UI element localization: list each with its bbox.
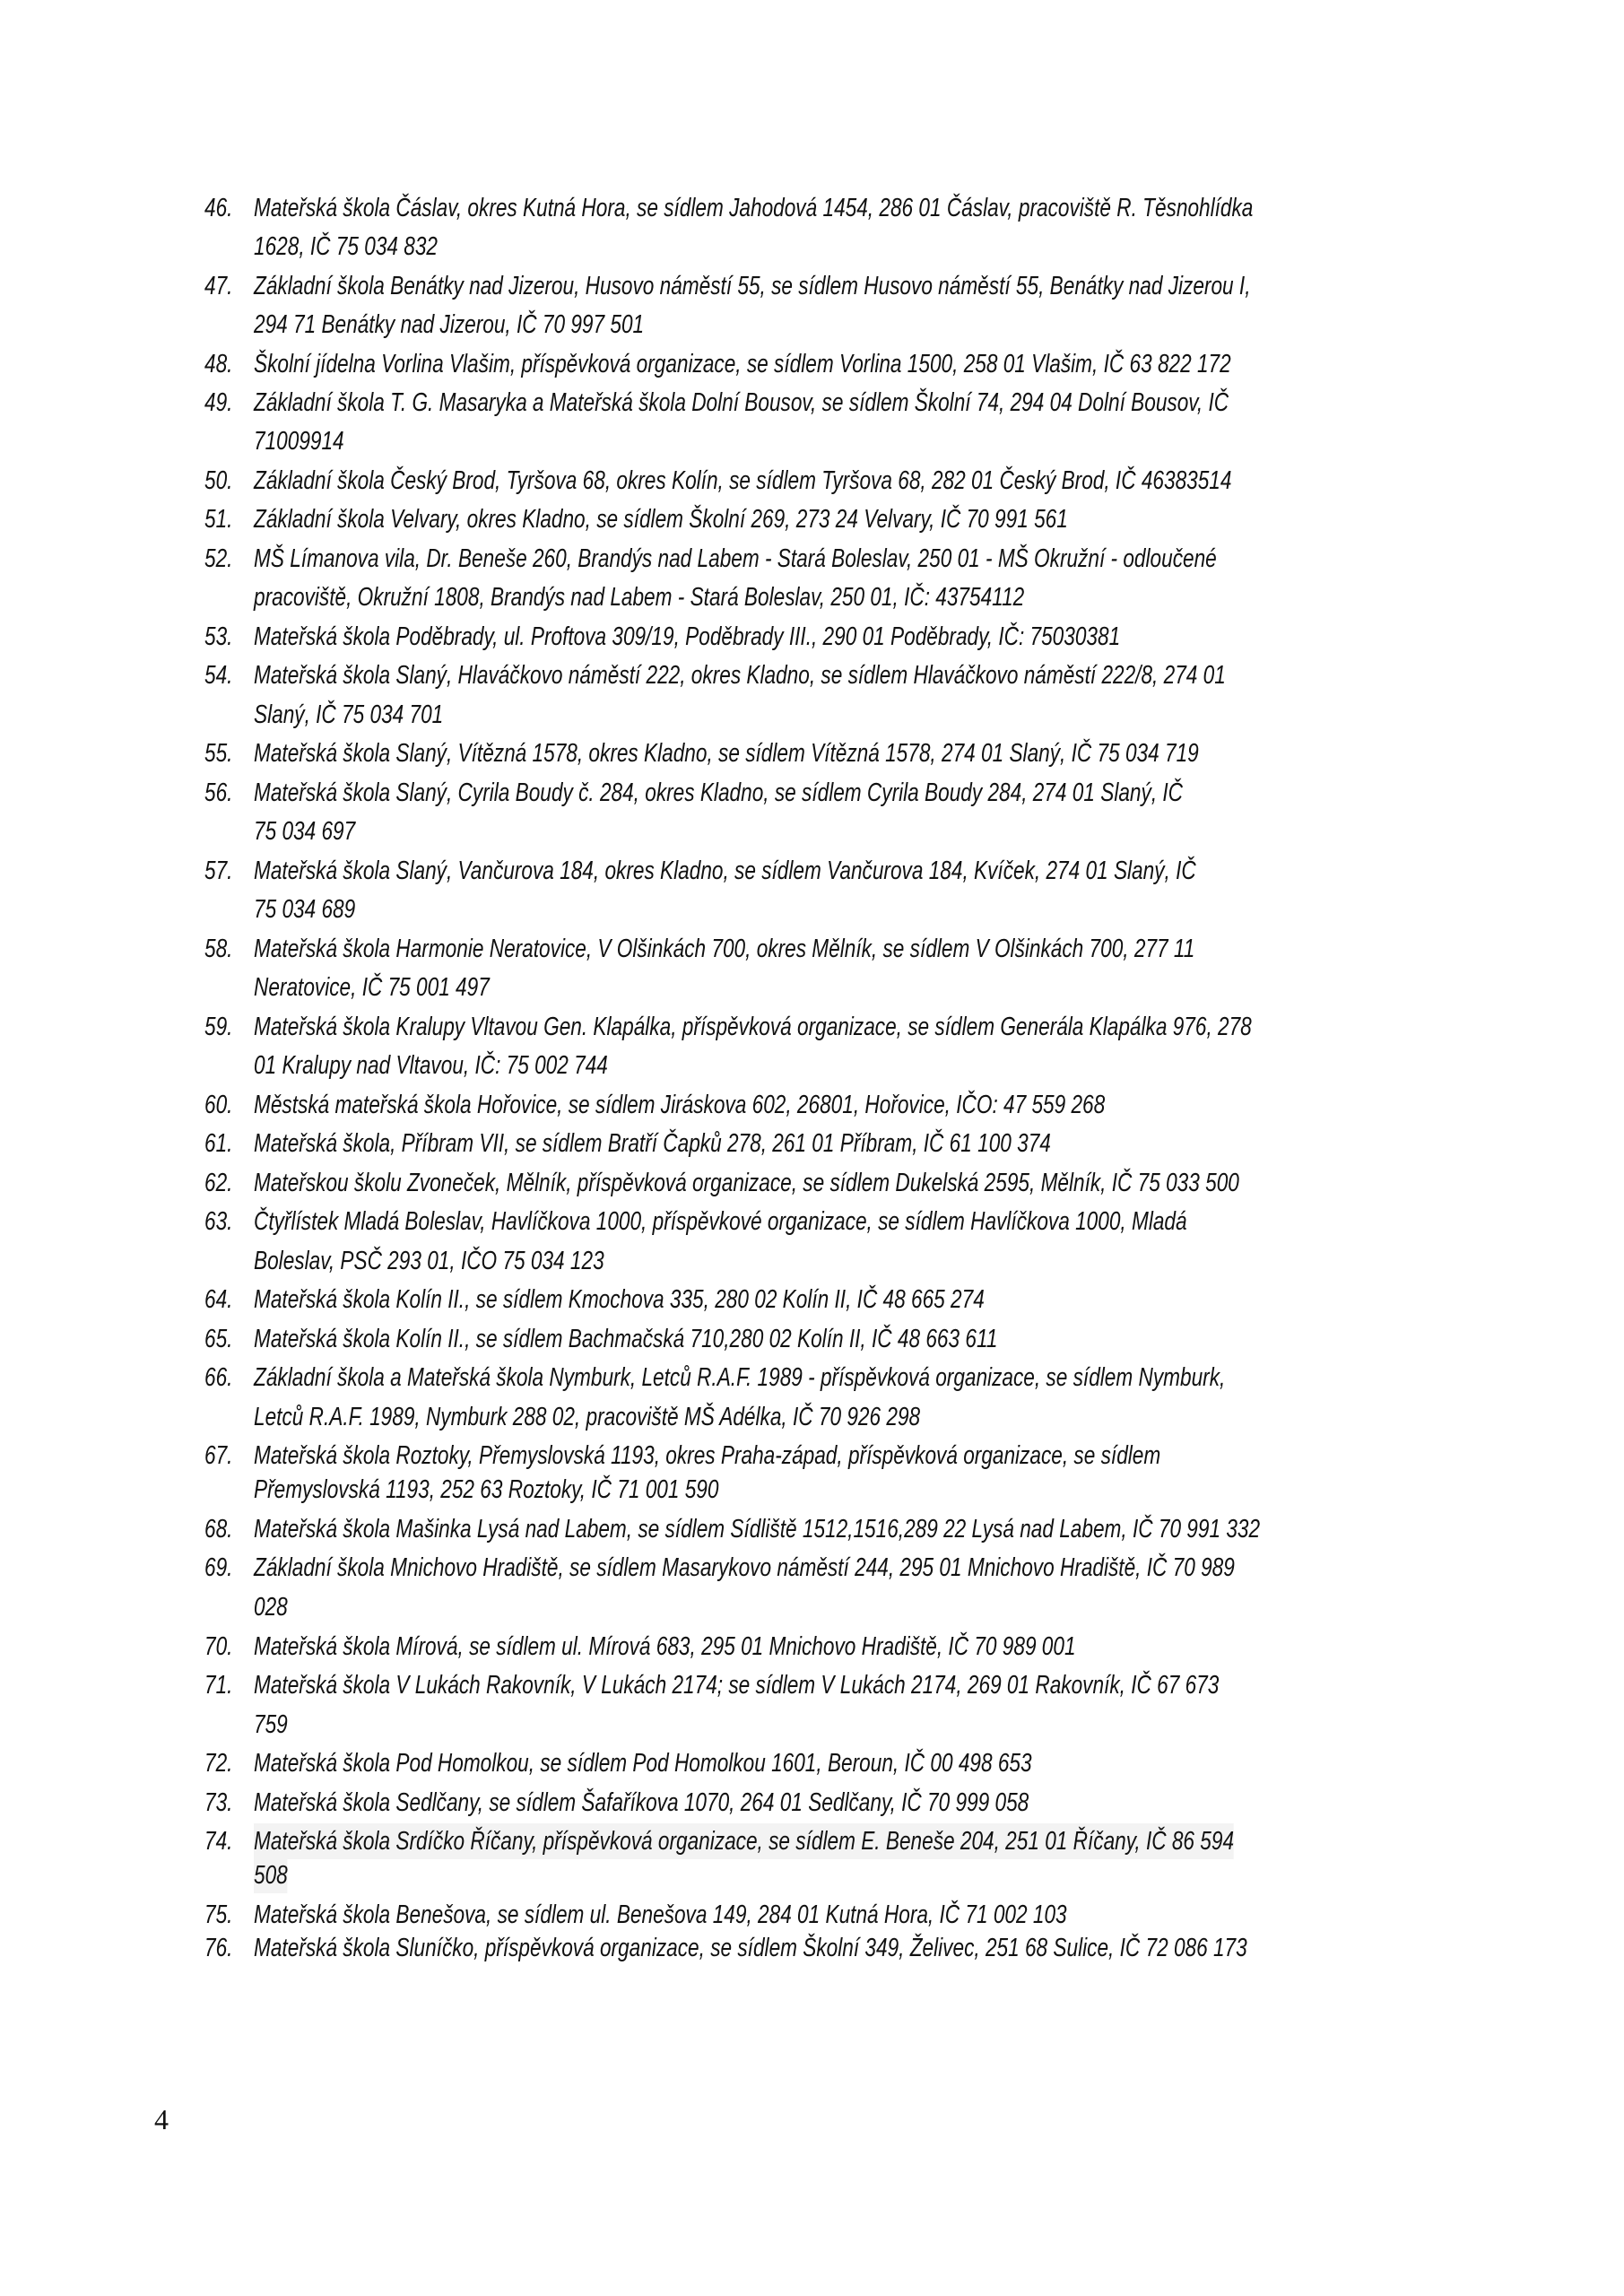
list-item-number: 54. <box>204 661 233 690</box>
list-item-text: 75 034 689 <box>254 895 356 924</box>
list-item-text: Přemyslovská 1193, 252 63 Roztoky, IČ 71 001 590 <box>254 1475 719 1504</box>
list-item-number: 71. <box>204 1671 233 1700</box>
list-item-text: Mateřská škola Sluníčko, příspěvková organizace, se sídlem Školní 349, Želivec, 251 68 Sulice, IČ 72 086 173 <box>254 1934 1247 1962</box>
list-item-number: 47. <box>204 272 233 300</box>
list-item-number: 67. <box>204 1441 233 1470</box>
list-item-number: 62. <box>204 1169 233 1197</box>
list-item-text: Mateřská škola Slaný, Hlaváčkovo náměstí 222, okres Kladno, se sídlem Hlaváčkovo náměstí 222/8, 274 01 <box>254 661 1226 690</box>
list-item-text: Mateřská škola Kolín II., se sídlem Kmochova 335, 280 02 Kolín II, IČ 48 665 274 <box>254 1285 985 1314</box>
list-item-number: 58. <box>204 935 233 963</box>
list-item-text: Neratovice, IČ 75 001 497 <box>254 973 490 1002</box>
list-item-text: Základní škola a Mateřská škola Nymburk, Letců R.A.F. 1989 - příspěvková organizace, se sídlem Nymburk, <box>254 1363 1226 1392</box>
list-item-number: 55. <box>204 739 233 768</box>
list-item-text: Čtyřlístek Mladá Boleslav, Havlíčkova 1000, příspěvkové organizace, se sídlem Havlíčkova 1000, Mladá <box>254 1207 1187 1236</box>
list-item-text: Základní škola Benátky nad Jizerou, Husovo náměstí 55, se sídlem Husovo náměstí 55, Benátky nad Jizerou I, <box>254 272 1251 300</box>
list-item-text: Základní škola Mnichovo Hradiště, se sídlem Masarykovo náměstí 244, 295 01 Mnichovo Hradiště, IČ 70 989 <box>254 1553 1235 1582</box>
list-item-text: 75 034 697 <box>254 817 356 846</box>
list-item-number: 49. <box>204 388 233 417</box>
list-item-number: 68. <box>204 1515 233 1544</box>
list-item-text: 759 <box>254 1710 288 1739</box>
list-item-number: 50. <box>204 466 233 495</box>
list-item-text: Mateřská škola Srdíčko Říčany, příspěvková organizace, se sídlem E. Beneše 204, 251 01 Říčany, IČ 86 594 <box>254 1823 1234 1859</box>
list-item-text: 294 71 Benátky nad Jizerou, IČ 70 997 501 <box>254 310 645 339</box>
list-item-number: 48. <box>204 350 233 378</box>
list-item-number: 51. <box>204 505 233 534</box>
list-item-text: Mateřská škola Poděbrady, ul. Proftova 309/19, Poděbrady III., 290 01 Poděbrady, IČ: 75030381 <box>254 622 1121 651</box>
list-item-text: Mateřská škola Mírová, se sídlem ul. Mírová 683, 295 01 Mnichovo Hradiště, IČ 70 989 001 <box>254 1632 1076 1661</box>
list-item-number: 70. <box>204 1632 233 1661</box>
list-item-text: Mateřská škola Slaný, Cyrila Boudy č. 284, okres Kladno, se sídlem Cyrila Boudy 284, 274 01 Slaný, IČ <box>254 778 1184 807</box>
list-item-number: 56. <box>204 778 233 807</box>
list-item-text: Letců R.A.F. 1989, Nymburk 288 02, pracoviště MŠ Adélka, IČ 70 926 298 <box>254 1403 921 1431</box>
list-item-number: 46. <box>204 194 233 222</box>
list-item-text: Základní škola Český Brod, Tyršova 68, okres Kolín, se sídlem Tyršova 68, 282 01 Český Brod, IČ 46383514 <box>254 466 1232 495</box>
page-number: 4 <box>154 2103 169 2135</box>
list-item-text: Mateřská škola V Lukách Rakovník, V Lukách 2174; se sídlem V Lukách 2174, 269 01 Rakovník, IČ 67 673 <box>254 1671 1220 1700</box>
list-item-text: pracoviště, Okružní 1808, Brandýs nad Labem - Stará Boleslav, 250 01, IČ: 43754112 <box>254 583 1025 612</box>
list-item-text: 1628, IČ 75 034 832 <box>254 232 439 261</box>
list-item-text: 028 <box>254 1593 288 1622</box>
list-item-text: 508 <box>254 1857 288 1893</box>
list-item-number: 60. <box>204 1091 233 1119</box>
list-item-number: 52. <box>204 544 233 573</box>
list-item-number: 63. <box>204 1207 233 1236</box>
list-item-number: 73. <box>204 1788 233 1817</box>
list-item-text: Mateřská škola, Příbram VII, se sídlem Bratří Čapků 278, 261 01 Příbram, IČ 61 100 374 <box>254 1129 1051 1158</box>
list-item-text: Základní škola T. G. Masaryka a Mateřská škola Dolní Bousov, se sídlem Školní 74, 294 04 Dolní Bousov, IČ <box>254 388 1229 417</box>
list-item-number: 61. <box>204 1129 233 1158</box>
list-item-number: 66. <box>204 1363 233 1392</box>
list-item-text: Mateřská škola Kolín II., se sídlem Bachmačská 710,280 02 Kolín II, IČ 48 663 611 <box>254 1325 998 1353</box>
list-item-text: Mateřská škola Mašinka Lysá nad Labem, se sídlem Sídliště 1512,1516,289 22 Lysá nad Labem, IČ 70 991 332 <box>254 1515 1261 1544</box>
list-item-number: 57. <box>204 857 233 885</box>
list-item-text: Školní jídelna Vorlina Vlašim, příspěvková organizace, se sídlem Vorlina 1500, 258 01 Vlašim, IČ 63 822 172 <box>254 350 1231 378</box>
list-item-text: Mateřskou školu Zvoneček, Mělník, příspěvková organizace, se sídlem Dukelská 2595, Mělník, IČ 75 033 500 <box>254 1169 1239 1197</box>
list-item-number: 64. <box>204 1285 233 1314</box>
list-item-text: Základní škola Velvary, okres Kladno, se sídlem Školní 269, 273 24 Velvary, IČ 70 991 561 <box>254 505 1068 534</box>
list-item-number: 65. <box>204 1325 233 1353</box>
list-item-number: 69. <box>204 1553 233 1582</box>
list-item-text: Mateřská škola Slaný, Vítězná 1578, okres Kladno, se sídlem Vítězná 1578, 274 01 Slaný, IČ 75 034 719 <box>254 739 1199 768</box>
list-item-text: Mateřská škola Harmonie Neratovice, V Olšinkách 700, okres Mělník, se sídlem V Olšinkách 700, 277 11 <box>254 935 1195 963</box>
list-item-number: 75. <box>204 1900 233 1929</box>
list-item-number: 74. <box>204 1827 233 1856</box>
list-item-number: 72. <box>204 1749 233 1778</box>
list-item-text: 01 Kralupy nad Vltavou, IČ: 75 002 744 <box>254 1051 608 1080</box>
list-item-text: 71009914 <box>254 427 344 456</box>
list-item-text: Mateřská škola Benešova, se sídlem ul. Benešova 149, 284 01 Kutná Hora, IČ 71 002 103 <box>254 1900 1067 1929</box>
list-item-text: Mateřská škola Slaný, Vančurova 184, okres Kladno, se sídlem Vančurova 184, Kvíček, 274 01 Slaný, IČ <box>254 857 1196 885</box>
list-item-text: Mateřská škola Roztoky, Přemyslovská 1193, okres Praha-západ, příspěvková organizace, se sídlem <box>254 1441 1161 1470</box>
list-item-text: Boleslav, PSČ 293 01, IČO 75 034 123 <box>254 1247 604 1275</box>
list-item-text: Mateřská škola Čáslav, okres Kutná Hora, se sídlem Jahodová 1454, 286 01 Čáslav, pracoviště R. Těsnohlídka <box>254 194 1254 222</box>
list-item-text: MŠ Límanova vila, Dr. Beneše 260, Brandýs nad Labem - Stará Boleslav, 250 01 - MŠ Okružní - odloučené <box>254 544 1217 573</box>
list-item-text: Mateřská škola Sedlčany, se sídlem Šafaříkova 1070, 264 01 Sedlčany, IČ 70 999 058 <box>254 1788 1029 1817</box>
list-item-text: Mateřská škola Kralupy Vltavou Gen. Klapálka, příspěvková organizace, se sídlem Generála Klapálka 976, 278 <box>254 1013 1252 1041</box>
list-item-number: 59. <box>204 1013 233 1041</box>
list-item-text: Mateřská škola Pod Homolkou, se sídlem Pod Homolkou 1601, Beroun, IČ 00 498 653 <box>254 1749 1032 1778</box>
list-item-text: Slaný, IČ 75 034 701 <box>254 700 444 729</box>
list-item-number: 76. <box>204 1934 233 1962</box>
list-item-text: Městská mateřská škola Hořovice, se sídlem Jiráskova 602, 26801, Hořovice, IČO: 47 559 268 <box>254 1091 1106 1119</box>
list-item-number: 53. <box>204 622 233 651</box>
